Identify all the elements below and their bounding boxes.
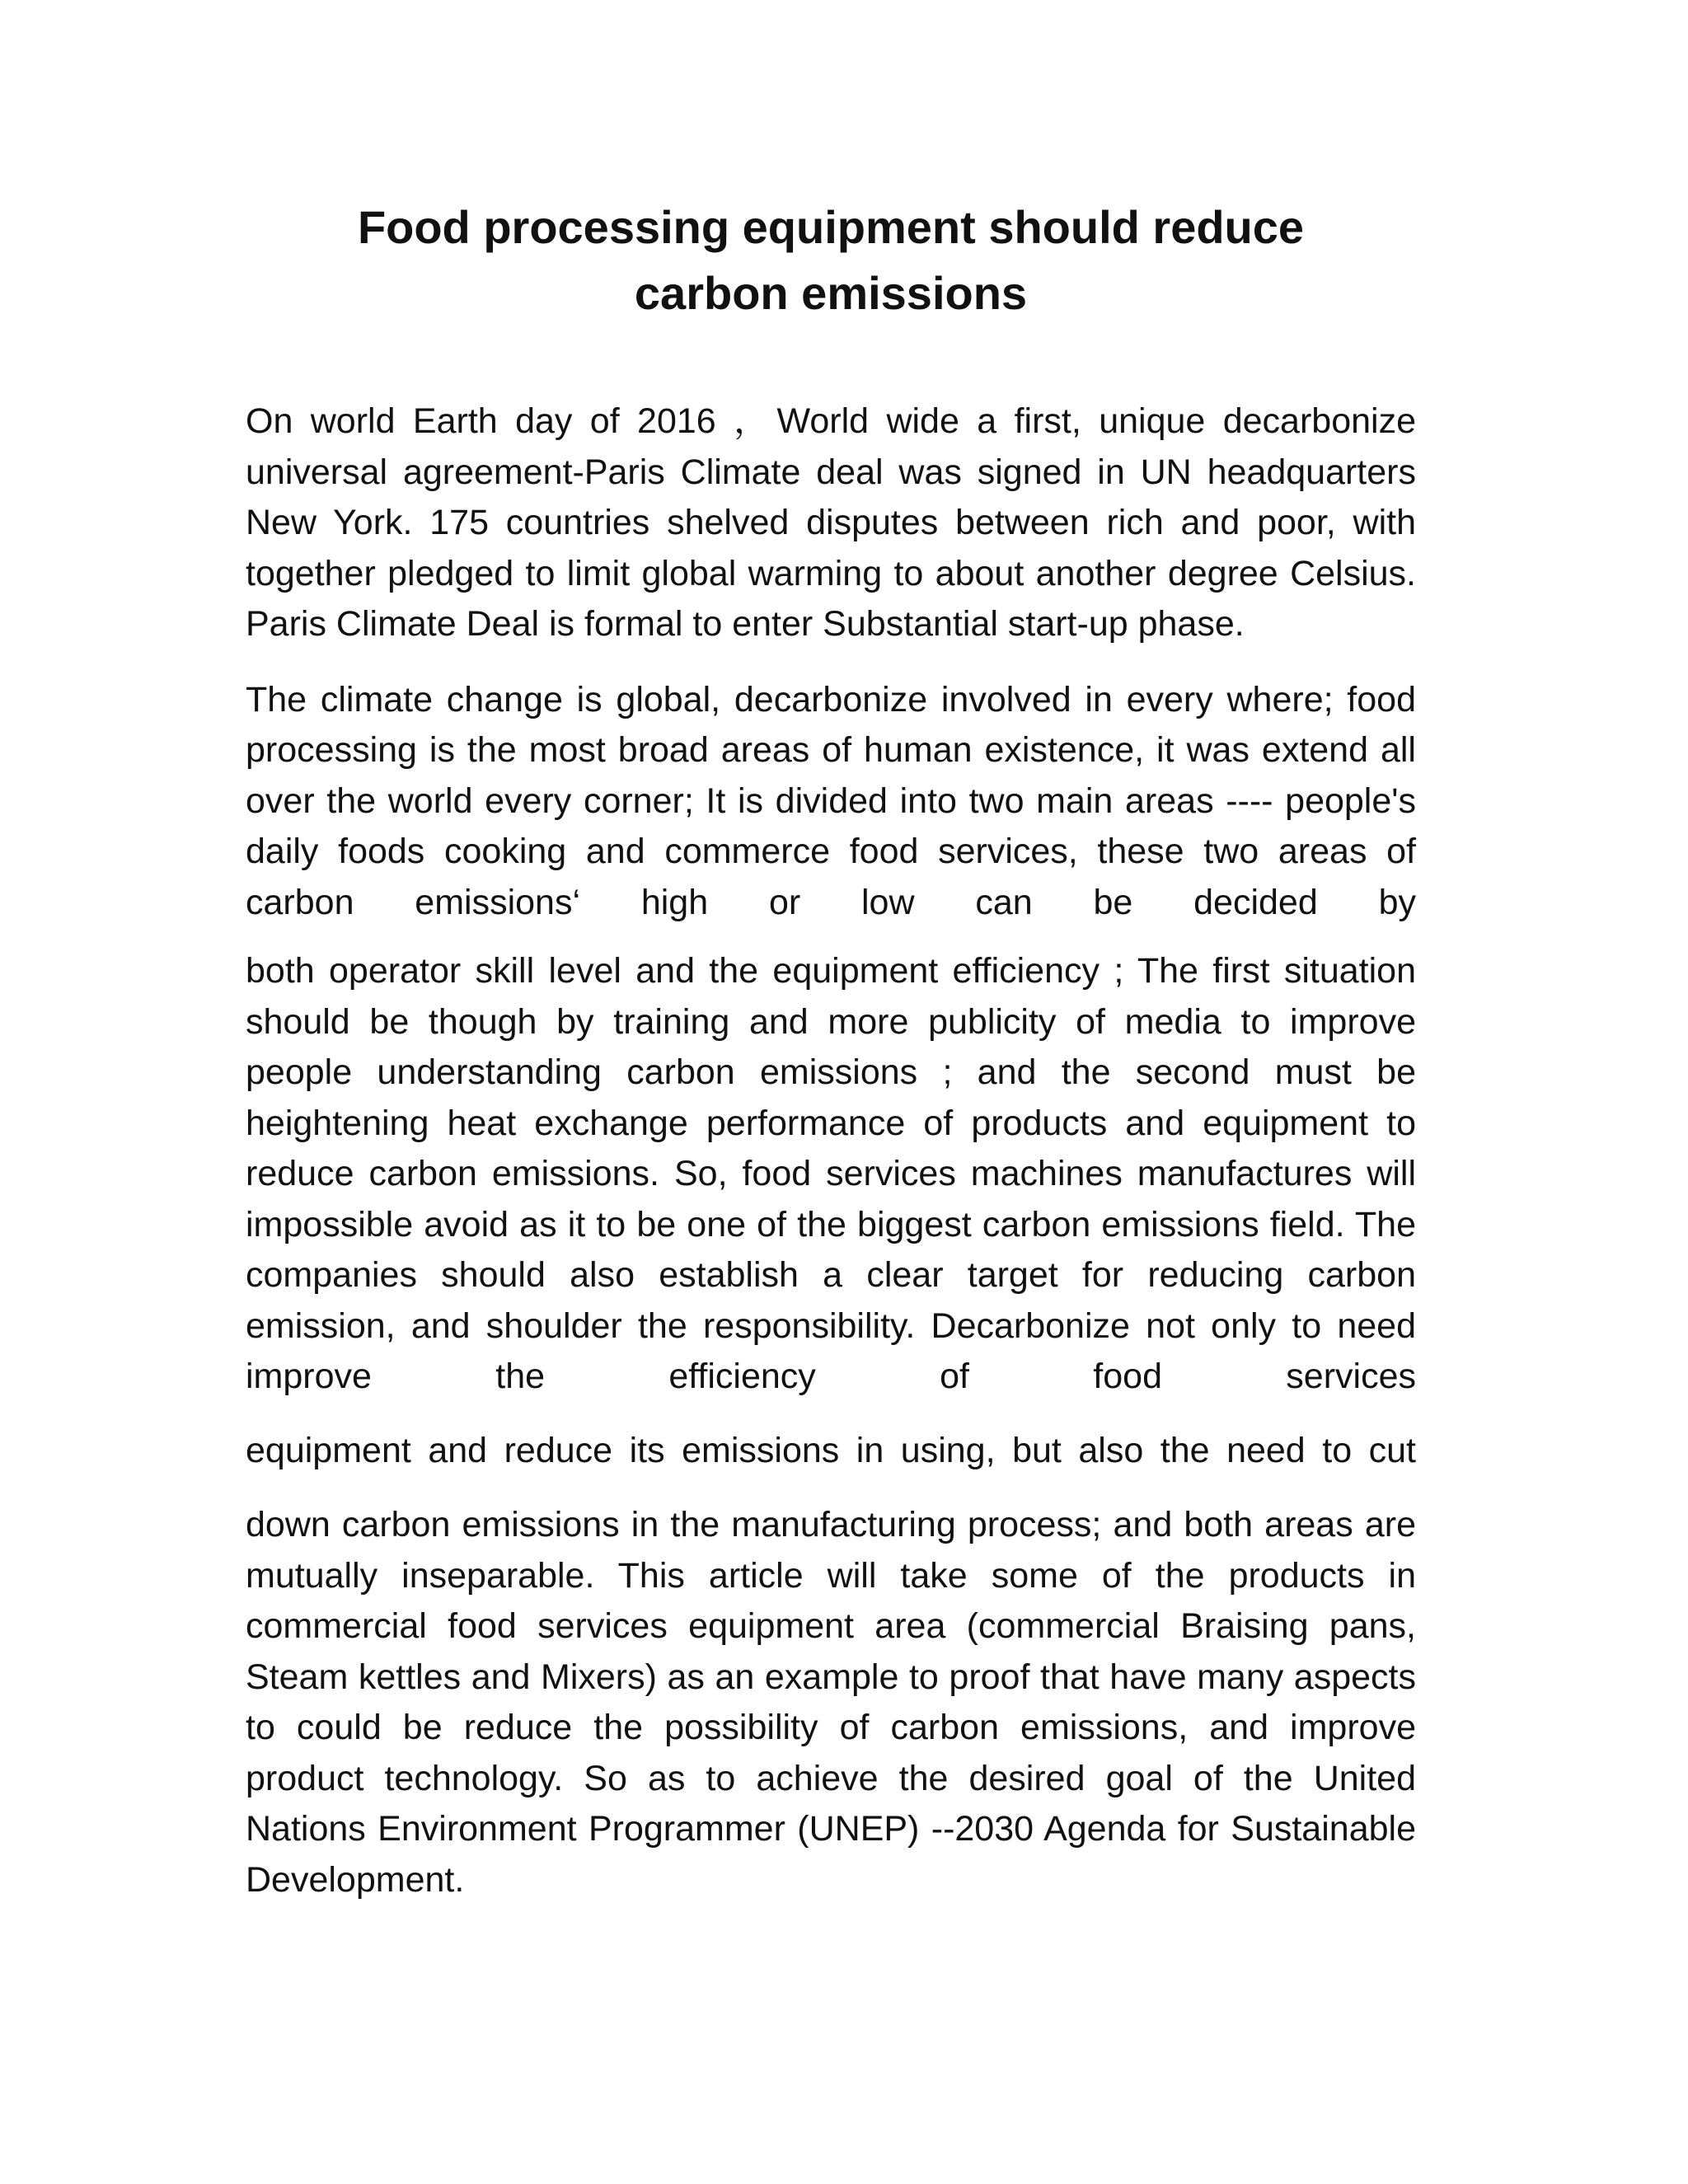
document-page (246, 194, 1416, 1905)
paragraph-4: equipment and reduce its emissions in using, but also the need to cut (246, 1430, 1416, 1470)
document-title (246, 194, 1416, 326)
title-line-2: carbon emissions (634, 267, 1028, 319)
paragraph-1: On world Earth day of 2016 ，World wide a first, unique decarbonize universal agreement-Paris Climate deal was signed in UN headquarters New York. 175 countries shelved disputes between rich and poor, with together pledged to limit global warming to about another degree Celsius. Paris Climate Deal is formal to enter Substantial start-up phase. (246, 401, 1416, 644)
paragraph-5: down carbon emissions in the manufacturing process; and both areas are mutually inseparable. This article will take some of the products in commercial food services equipment area (commercial Braising pans, Steam kettles and Mixers) as an example to proof that have many aspects to could be reduce the possibility of carbon emissions, and improve product technology. So as to achieve the desired goal of the United Nations Environment Programmer (UNEP) --2030 Agenda for Sustainable Development. (246, 1505, 1416, 1900)
paragraph-3: both operator skill level and the equipment efficiency ; The first situation should be though by training and more publicity of media to improve people understanding carbon emissions ; and the second must be heightening heat exchange performance of products and equipment to reduce carbon emissions. So, food services machines manufactures will impossible avoid as it to be one of the biggest carbon emissions field. The companies should also establish a clear target for reducing carbon emission, and shoulder the responsibility. Decarbonize not only to need improve the efficiency of food services (246, 951, 1416, 1396)
paragraph-2: The climate change is global, decarbonize involved in every where; food processing is the most broad areas of human existence, it was extend all over the world every corner; It is divided into two main areas ---- people's daily foods cooking and commerce food services, these two areas of carbon emissions‘ high or low can be decided by (246, 679, 1416, 922)
title-line-1: Food processing equipment should reduce (357, 201, 1305, 253)
